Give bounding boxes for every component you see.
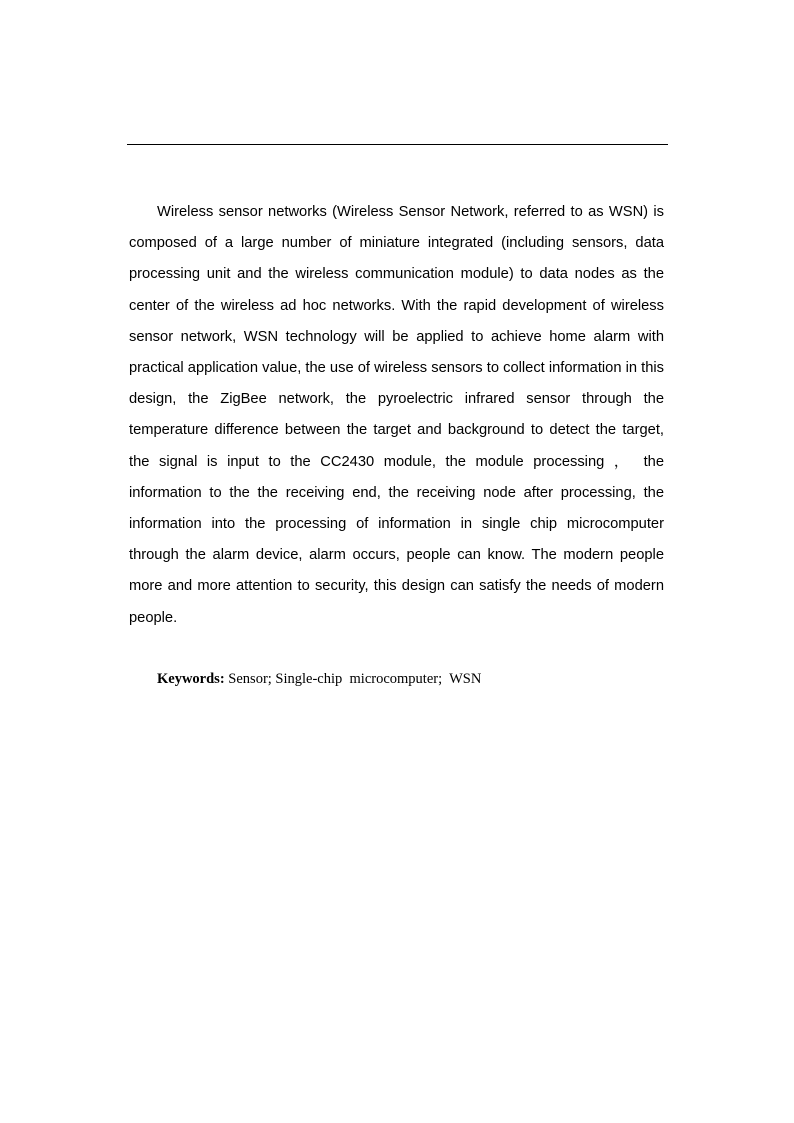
keywords-line <box>157 668 677 690</box>
keywords-value: Sensor; Single-chip microcomputer; WSN <box>224 671 482 687</box>
keywords-label: Keywords: <box>157 671 225 687</box>
header-rule <box>127 144 668 145</box>
abstract-paragraph: Wireless sensor networks (Wireless Sensor Network, referred to as WSN) is composed of a large number of miniature integrated (including sensors, data processing unit and the wireless communication module) to data nodes as the center of the wireless ad hoc networks. With the rapid development of wireless sensor network, WSN technology will be applied to achieve home alarm with practical application value, the use of wireless sensors to collect information in this design, the ZigBee network, the pyroelectric infrared sensor through the temperature difference between the target and background to detect the target, the signal is input to the CC2430 module, the module processing ， the information to the the receiving end, the receiving node after processing, the information into the processing of information in single chip microcomputer through the alarm device, alarm occurs, people can know. The modern people more and more attention to security, this design can satisfy the needs of modern people. <box>129 204 664 626</box>
